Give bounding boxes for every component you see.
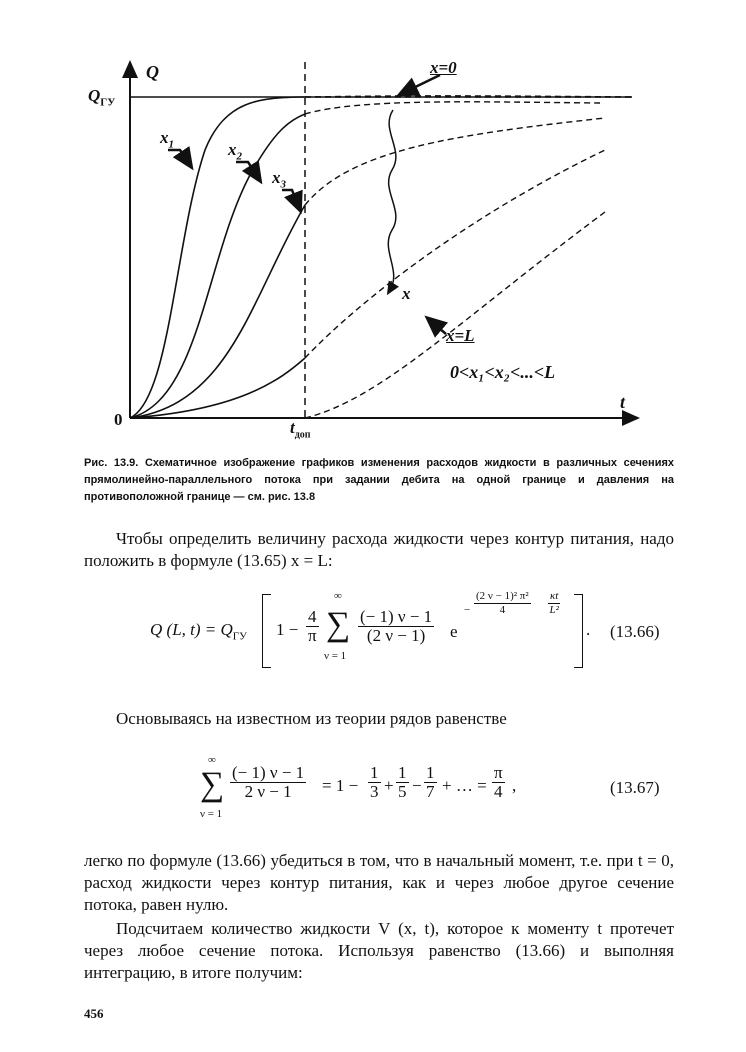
eq2-frac-pi-4 — [492, 764, 505, 801]
x2-pointer — [236, 162, 257, 176]
curve-x1 — [130, 97, 305, 418]
x1-sub: 1 — [168, 138, 174, 151]
eq1-exp-num: (2 ν − 1)² π² — [476, 590, 529, 602]
flow-rate-figure — [0, 0, 746, 450]
page-number: 456 — [84, 1006, 104, 1021]
paragraph-4: Подсчитаем количество жидкости V (x, t), которое к моменту t протечет через любое сечение потока. Используя равенство (13.66) и выполняя интеграцию, в итоге получим: — [84, 919, 674, 982]
eq1-lhs-sub: ГУ — [232, 630, 247, 643]
eq2-fraction — [230, 764, 306, 801]
eq2-f3n: 1 — [426, 763, 435, 782]
eq2-dots: + … = — [442, 776, 487, 795]
eq2-f1n: 1 — [370, 763, 379, 782]
eq2-f4n: π — [494, 763, 503, 782]
x2-main: x — [228, 140, 237, 159]
eq1-exp-num2: κt — [550, 590, 559, 602]
q-gu-sub: ГУ — [100, 96, 116, 109]
order-label: 0<x₁<x₂<...<L — [450, 362, 556, 382]
eq1-four: 4 — [308, 607, 317, 626]
t-dop-main: t — [290, 418, 295, 437]
eq1-pi: π — [307, 626, 317, 645]
eq2-den: 2 ν − 1 — [244, 782, 292, 801]
eq1-exp-frac1 — [474, 590, 531, 617]
equation-13-67 — [200, 754, 540, 828]
eq1-lhs-text: Q (L, t) = Q — [150, 620, 233, 639]
eq1-exp-frac2 — [548, 590, 560, 617]
eq1-tail: . — [586, 620, 591, 639]
eq1-four-over-pi — [306, 608, 319, 645]
eq2-plus: + — [384, 776, 394, 795]
x3-pointer — [282, 190, 298, 205]
eq2-frac-1-3 — [368, 764, 381, 801]
x2-sub: 2 — [236, 150, 242, 163]
x-arrow-label: x — [402, 284, 411, 303]
eq2-rhs: = 1 − — [322, 776, 359, 795]
eq2-num: (− 1) ν − 1 — [232, 763, 305, 782]
eq1-right-bracket — [574, 594, 583, 668]
eq1-exp-den2: L² — [549, 604, 559, 616]
eq1-exp-minus: − — [464, 604, 471, 616]
x3-main: x — [272, 168, 281, 187]
paragraph-3: легко по формуле (13.66) убедиться в том, что в начальный момент, т.е. при t = 0, расход жидкости через контур питания, как и через любое другое сечение потока, равен нулю. — [84, 851, 674, 914]
eq2-frac-1-7 — [424, 764, 437, 801]
q-gu-main: Q — [88, 86, 101, 105]
paragraph-1: Чтобы определить величину расхода жидкости через контур питания, надо положить в формуле (13.65) x = L: — [84, 529, 674, 570]
curve-label-x2 — [228, 140, 242, 162]
eq1-sum: ∑ — [326, 606, 351, 643]
eq2-frac-1-5 — [396, 764, 409, 801]
curve-x2 — [130, 114, 305, 418]
x-direction-wavy-arrow — [388, 110, 396, 290]
origin-label: 0 — [114, 410, 123, 429]
eq1-fraction — [358, 608, 434, 645]
t-dop-sub: доп — [294, 429, 311, 441]
eq2-f3d: 7 — [426, 782, 435, 801]
eq1-one-minus: 1 − — [276, 620, 299, 639]
eq2-number: (13.67) — [610, 778, 660, 797]
xL-label: x=L — [446, 326, 475, 345]
x3-sub: 3 — [280, 178, 286, 191]
curve-label-x1 — [160, 128, 174, 150]
eq1-exp-den: 4 — [499, 604, 506, 616]
curve-x3-dashed — [305, 118, 605, 205]
curve-label-x3 — [272, 168, 286, 190]
curve-x3 — [130, 205, 305, 418]
x1-pointer — [168, 150, 188, 162]
eq2-f2n: 1 — [398, 763, 407, 782]
eq1-number: (13.66) — [610, 622, 660, 641]
x0-label: x=0 — [430, 58, 457, 77]
x1-main: x — [160, 128, 169, 147]
eq1-sum-top: ∞ — [334, 590, 342, 602]
curve-x2-dashed — [305, 102, 600, 114]
eq1-den: (2 ν − 1) — [366, 626, 426, 645]
eq1-left-bracket — [262, 594, 271, 668]
eq2-comma: , — [512, 776, 517, 795]
eq2-sum-top: ∞ — [208, 754, 216, 766]
eq2-minus: − — [412, 776, 422, 795]
eq1-sum-bottom: ν = 1 — [324, 650, 347, 662]
eq1-lhs — [150, 620, 247, 642]
eq2-f2d: 5 — [398, 782, 407, 801]
eq2-f4d: 4 — [494, 782, 503, 801]
paragraph-2: Основываясь на известном из теории рядов равенстве — [116, 709, 507, 728]
eq1-num: (− 1) ν − 1 — [360, 607, 433, 626]
eq2-sum: ∑ — [200, 766, 225, 803]
y-axis-label: Q — [146, 62, 159, 82]
t-axis-label: t — [620, 392, 626, 412]
eq2-sum-bottom: ν = 1 — [200, 808, 223, 820]
xL-pointer — [432, 322, 446, 334]
t-dop-label — [290, 418, 311, 440]
q-gu-label — [88, 86, 115, 108]
figure-caption: Рис. 13.9. Схематичное изображение графиков изменения расходов жидкости в различных сечениях прямолинейно-параллельного потока при задании дебита на одной границе и давления на противоположной границе — см. рис. 13.8 — [84, 457, 674, 503]
equation-13-66 — [150, 590, 591, 668]
eq1-e: e — [450, 622, 458, 641]
eq2-f1d: 3 — [370, 782, 379, 801]
